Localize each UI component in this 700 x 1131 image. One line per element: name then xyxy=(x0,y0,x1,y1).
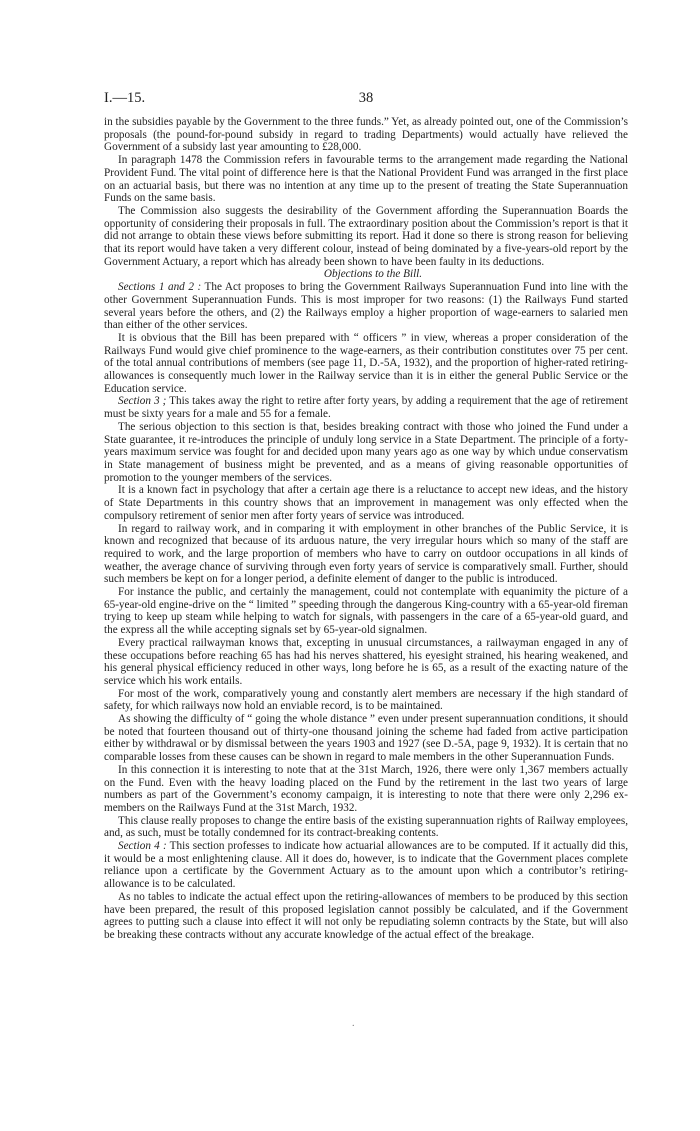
section-label: Sections 1 and 2 : xyxy=(118,281,202,294)
paragraph-section-4 xyxy=(104,840,628,891)
body-text xyxy=(104,116,628,942)
paragraph: As no tables to indicate the actual effect upon the retiring-allowances of members to be produced by this section have been prepared, the result of this proposed legislation cannot possibly be calculated, and if the Government agrees to putting such a clause into effect it will not only be repudiating solemn contracts by the State, but will also be breaking these contracts without any accurate knowledge of the actual effect of the breakage. xyxy=(104,890,628,941)
paragraph-sections-1-2 xyxy=(104,281,628,332)
paragraph: In regard to railway work, and in comparing it with employment in other branches of the Public Service, it is known and recognized that because of its arduous nature, the very irregular hours which so many of the staff are required to work, and the large proportion of members who have to carry on outdoor occupations in all kinds of weather, the average chance of surviving through even forty years of service is comparatively small. Further, should such members be kept on for a longer period, a definite element of danger to the public is introduced. xyxy=(104,522,628,586)
section-text: This section professes to indicate how actuarial allowances are to be computed. If it actually did this, it would be a most enlightening clause. All it does do, however, is to indicate that the Government places complete reliance upon a certificate by the Government Actuary as to the amount upon which a contributor’s retiring-allowance is to be calculated. xyxy=(104,840,628,891)
section-heading: Objections to the Bill. xyxy=(323,268,423,281)
section-text: This takes away the right to retire after forty years, by adding a requirement that the age of retirement must be sixty years for a male and 55 for a female. xyxy=(104,395,628,421)
paragraph-section-3 xyxy=(104,395,628,420)
paragraph: Every practical railwayman knows that, excepting in unusual circumstances, a railwayman engaged in any of these occupations before reaching 65 has had his nerves shattered, his eyesight strained, his hearing weakened, and his general physical efficiency reduced in other ways, long before he is 65, as a result of the exacting nature of the service which his work entails. xyxy=(104,636,628,687)
page-number: 38 xyxy=(358,90,374,106)
paragraph: It is a known fact in psychology that after a certain age there is a reluctance to accept new ideas, and the history of State Departments in this country shows that an improvement in management was only effected when the compulsory retirement of senior men after forty years of service was introduced. xyxy=(104,484,628,522)
paragraph: The Commission also suggests the desirability of the Government affording the Superannuation Boards the opportunity of considering their proposals in full. The extraordinary position about the Commission’s report is that it did not arrange to obtain these views before submitting its report. Had it done so there is strong reason for believing that its report would have taken a very different colour, instead of being dominated by a five-years-old report by the Government Actuary, a report which has already been shown to have been faulty in its deductions. xyxy=(104,204,628,268)
scan-speck: . xyxy=(352,1018,355,1029)
document-reference: I.—15. xyxy=(104,90,146,106)
paragraph: This clause really proposes to change the entire basis of the existing superannuation rights of Railway employees, and, as such, must be totally condemned for its contract-breaking contents. xyxy=(104,814,628,840)
section-label: Section 4 : xyxy=(118,840,167,853)
paragraph: For instance the public, and certainly the management, could not contemplate with equanimity the picture of a 65-year-old engine-drive on the “ limited ” speeding through the dangerous King-country with a 65-year-old fireman trying to keep up steam while helping to watch for signals, with passengers in the care of a 65-year-old guard, and the express all the while accepting signals set by 65-year-old signalmen. xyxy=(104,586,628,637)
paragraph: For most of the work, comparatively young and constantly alert members are necessary if the high standard of safety, for which railways now hold an enviable record, is to be maintained. xyxy=(104,687,628,713)
paragraph: in the subsidies payable by the Government to the three funds.” Yet, as already pointed out, one of the Commission’s proposals (the pound-for-pound subsidy in regard to trading Departments) would actually have relieved the Government of a subsidy last year amounting to £28,000. xyxy=(104,116,628,154)
paragraph: In this connection it is interesting to note that at the 31st March, 1926, there were only 1,367 members actually on the Fund. Even with the heavy loading placed on the Fund by the retirement in the last two years of large numbers as part of the Government’s economy campaign, it is interesting to note that there were only 2,296 ex-members on the Railways Fund at the 31st March, 1932. xyxy=(104,763,628,814)
paragraph: In paragraph 1478 the Commission refers in favourable terms to the arrangement made regarding the National Provident Fund. The vital point of difference here is that the National Provident Fund was arranged in the first place on an actuarial basis, but there was no intention at any time up to the present of treating the State Superannuation Funds on the same basis. xyxy=(104,154,628,205)
paragraph: As showing the difficulty of “ going the whole distance ” even under present superannuation conditions, it should be noted that fourteen thousand out of thirty-one thousand joining the scheme had faded from active participation either by withdrawal or by dismissal between the years 1903 and 1927 (see D.-5A, page 9, 1932). It is certain that no comparable losses from these causes can be shown in regard to male members in the other Superannuation Funds. xyxy=(104,713,628,764)
paragraph: The serious objection to this section is that, besides breaking contract with those who joined the Fund under a State guarantee, it re-introduces the principle of unduly long service in a State Department. The principle of a forty-years maximum service was fought for and decided upon many years ago as one way by which undue conservatism in State management of business might be prevented, and as a means of giving reasonable opportunities of promotion to the younger members of the services. xyxy=(104,420,628,484)
paragraph: It is obvious that the Bill has been prepared with “ officers ” in view, whereas a proper consideration of the Railways Fund would give chief prominence to the wage-earners, as their contribution constitutes over 75 per cent. of the total annual contributions of members (see page 11, D.-5A, 1932), and the proportion of higher-rated retiring-allowances is consequently much lower in the Railway service than it is in either the general Public Service or the Education service. xyxy=(104,331,628,395)
page-header xyxy=(104,90,628,110)
section-text: The Act proposes to bring the Government Railways Superannuation Fund into line with the other Government Superannuation Funds. This is most improper for two reasons: (1) the Railways Fund started several years before the others, and (2) the Railways employ a higher proportion of wage-earners to salaried men than either of the other services. xyxy=(104,281,628,332)
section-label: Section 3 ; xyxy=(118,395,167,408)
